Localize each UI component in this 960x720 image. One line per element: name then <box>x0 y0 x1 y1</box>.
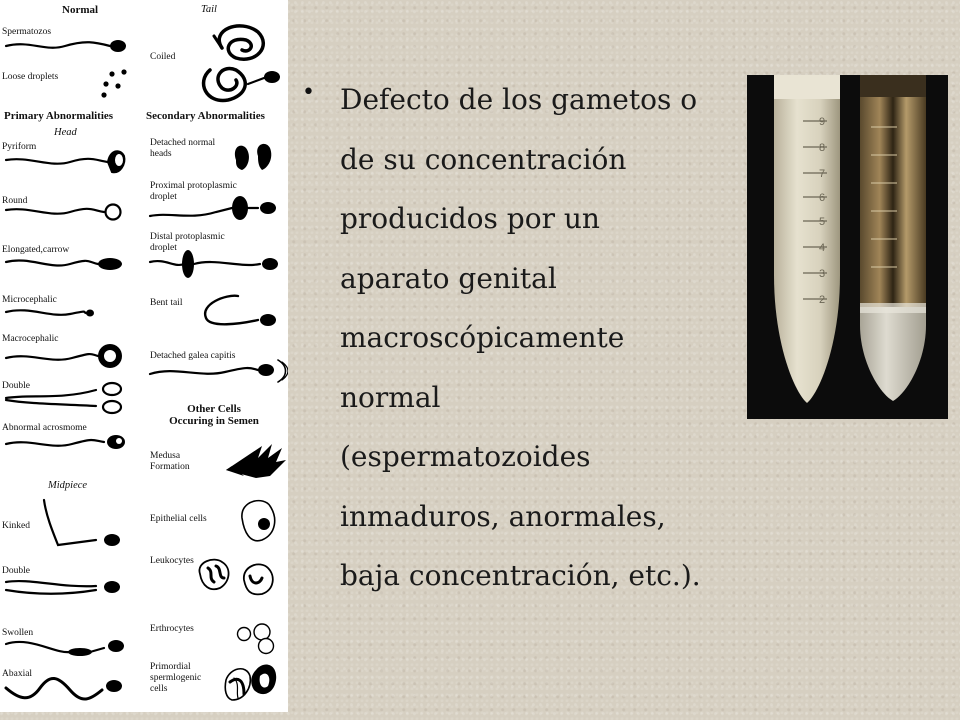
label-spermatozoa: Spermatozos <box>2 27 52 37</box>
label-primordial-3: cells <box>150 684 168 694</box>
label-round: Round <box>2 196 28 206</box>
bullet-line: de su concentración <box>340 142 627 176</box>
label-macrocephalic: Macrocephalic <box>2 334 59 344</box>
subheader-midpiece: Midpiece <box>48 480 88 491</box>
header-other-1: Other Cells <box>187 403 241 415</box>
label-kinked: Kinked <box>2 521 30 531</box>
label-primordial-2: spermlogenic <box>150 673 202 683</box>
bullet-line: Defecto de los gametos o <box>340 83 698 116</box>
sperm-morphology-diagram <box>0 0 288 712</box>
label-swollen: Swollen <box>2 628 34 638</box>
label-primordial-1: Primordial <box>150 662 191 672</box>
label-epithelial: Epithelial cells <box>150 514 207 524</box>
label-coiled: Coiled <box>150 52 176 62</box>
bullet-line: baja concentración, etc.). <box>340 559 701 592</box>
label-double-midpiece: Double <box>2 566 30 576</box>
label-pyriform: Pyriform <box>2 142 37 152</box>
bullet-line: macroscópicamente <box>340 321 625 354</box>
label-elongated: Elongated,carrow <box>2 245 70 255</box>
tube-scale-label: 2 <box>819 294 826 306</box>
label-leukocytes: Leukocytes <box>150 556 194 566</box>
header-secondary: Secondary Abnormalities <box>146 110 265 122</box>
label-detached-1: Detached normal <box>150 138 216 148</box>
label-medusa-2: Formation <box>150 462 190 472</box>
label-abaxial: Abaxial <box>2 669 33 679</box>
label-double-head: Double <box>2 381 30 391</box>
subheader-head: Head <box>54 127 77 138</box>
header-tail: Tail <box>201 4 217 15</box>
tube-scale-label: 5 <box>819 216 826 228</box>
sperm-drawings <box>0 0 288 712</box>
bullet-text <box>340 70 740 606</box>
label-medusa-1: Medusa <box>150 451 181 461</box>
label-galea: Detached galea capitis <box>150 351 236 361</box>
label-erythrocytes: Erthrocytes <box>150 624 194 634</box>
bullet-icon: • <box>302 80 315 105</box>
label-bent-tail: Bent tail <box>150 298 183 308</box>
label-detached-2: heads <box>150 149 172 159</box>
header-primary: Primary Abnormalities <box>4 110 114 122</box>
label-loose-droplets: Loose droplets <box>2 72 59 82</box>
header-normal: Normal <box>62 4 99 16</box>
label-distal-1: Distal protoplasmic <box>150 232 225 242</box>
tube-scale-label: 9 <box>819 116 826 128</box>
bullet-line: producidos por un <box>340 202 600 235</box>
bullet-line: normal <box>340 380 441 414</box>
tube-scale-label: 4 <box>819 242 826 254</box>
tube-scale-label: 7 <box>819 168 826 180</box>
label-proximal-2: droplet <box>150 192 177 202</box>
bullet-line: aparato genital <box>340 261 557 295</box>
label-distal-2: droplet <box>150 243 177 253</box>
semen-tubes-photo <box>747 75 948 419</box>
label-proximal-1: Proximal protoplasmic <box>150 181 237 191</box>
tube-scale-label: 8 <box>819 142 826 154</box>
tube-scale-label: 3 <box>819 268 826 280</box>
bullet-line: (espermatozoides <box>340 440 591 473</box>
label-abnormal-acrosome: Abnormal acrosmome <box>2 423 87 433</box>
header-other-2: Occuring in Semen <box>169 415 259 427</box>
bullet-line: inmaduros, anormales, <box>340 499 666 533</box>
tubes-image <box>747 75 948 419</box>
tube-scale-label: 6 <box>819 192 826 204</box>
label-microcephalic: Microcephalic <box>2 295 57 305</box>
